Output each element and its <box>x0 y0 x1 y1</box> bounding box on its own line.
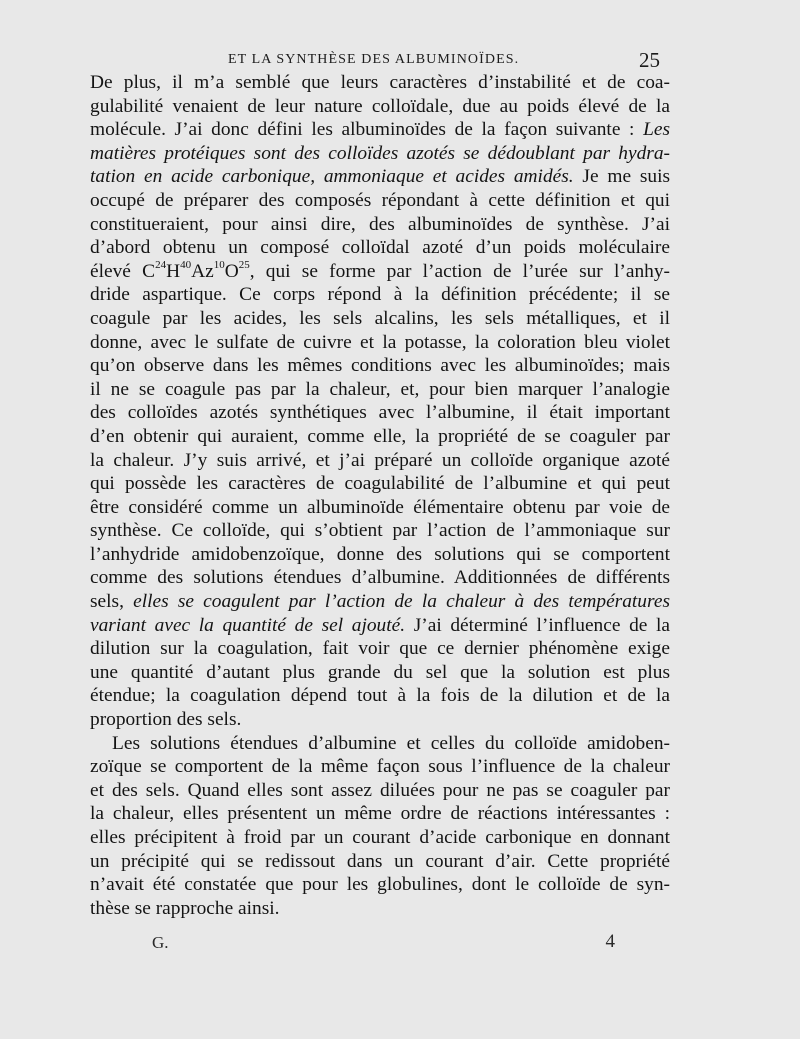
text-segment: donne, avec le sulfate de cuivre et la potasse, la coloration bleu violet <box>90 331 670 353</box>
text-segment: élevé C <box>90 260 156 282</box>
italic-text: matières protéiques sont des colloïdes azotés se dédoublant par hydra- <box>90 142 670 164</box>
superscript: 40 <box>180 259 192 272</box>
text-line <box>90 684 670 708</box>
text-line <box>90 614 670 638</box>
text-segment: d’abord obtenu un composé colloïdal azoté d’un poids moléculaire <box>90 237 670 259</box>
italic-text: variant avec la quantité de sel ajouté. <box>90 614 406 636</box>
text-segment: la chaleur, elles présentent un même ordre de réactions intéressantes : <box>90 803 670 825</box>
text-segment: être considéré comme un albuminoïde élémentaire obtenu par voie de <box>90 496 670 518</box>
text-line <box>90 496 670 520</box>
text-segment: Les solutions étendues d’albumine et celles du colloïde amidoben- <box>112 732 670 754</box>
text-segment: n’avait été constatée que pour les globulines, dont le colloïde de syn- <box>90 874 670 896</box>
text-segment: H <box>166 260 181 282</box>
text-line <box>90 307 670 331</box>
text-line <box>90 95 670 119</box>
text-line <box>90 283 670 307</box>
page-number: 25 <box>639 48 660 72</box>
text-line <box>90 826 670 850</box>
text-line <box>90 189 670 213</box>
superscript: 10 <box>213 259 225 272</box>
italic-text: tation en acide carbonique, ammoniaque et acides amidés. <box>90 166 574 188</box>
text-segment: Az <box>191 260 214 282</box>
body-text <box>90 71 670 920</box>
text-line <box>90 732 670 756</box>
text-line <box>90 354 670 378</box>
text-segment: des colloïdes azotés synthétiques avec l’albumine, il était important <box>90 402 670 424</box>
text-line <box>90 213 670 237</box>
text-line <box>90 566 670 590</box>
text-line <box>90 779 670 803</box>
text-line <box>90 897 670 921</box>
text-line <box>90 142 670 166</box>
text-line <box>90 118 670 142</box>
text-line <box>90 425 670 449</box>
text-segment: , qui se forme par l’action de l’urée sur l’anhy- <box>249 260 670 282</box>
italic-text: elles se coagulent par l’action de la chaleur à des températures <box>133 591 670 613</box>
text-line <box>90 331 670 355</box>
text-segment: Je me suis <box>573 166 671 188</box>
text-line <box>90 661 670 685</box>
text-segment: sels, <box>90 591 134 613</box>
text-segment: elles précipitent à froid par un courant d’acide carbonique en donnant <box>90 827 670 848</box>
text-segment: qui possède les caractères de coagulabilité de l’albumine et qui peut <box>90 473 670 495</box>
text-segment: dilution sur la coagulation, fait voir que ce dernier phénomène exige <box>90 638 670 660</box>
text-line <box>90 850 670 874</box>
text-line <box>90 802 670 826</box>
text-line <box>90 378 670 402</box>
italic-text: Les <box>643 119 670 141</box>
text-segment: un précipité qui se redissout dans un courant d’air. Cette propriété <box>90 850 670 872</box>
text-line <box>90 708 670 732</box>
text-segment: et des sels. Quand elles sont assez diluées pour ne pas se coaguler par <box>90 779 670 801</box>
text-segment: la chaleur. J’y suis arrivé, et j’ai préparé un colloïde organique azoté <box>90 449 670 471</box>
text-line <box>90 873 670 897</box>
text-line <box>90 755 670 779</box>
running-title: ET LA SYNTHÈSE DES ALBUMINOÏDES. <box>228 52 520 67</box>
text-segment: étendue; la coagulation dépend tout à la fois de la dilution et de la <box>90 685 670 707</box>
text-segment: molécule. J’ai donc défini les albuminoïdes de la façon suivante : <box>90 119 644 141</box>
superscript: 25 <box>238 259 250 272</box>
text-segment: thèse se rapproche ainsi. <box>90 897 280 919</box>
text-line <box>90 165 670 189</box>
signature-mark: G. <box>152 933 169 952</box>
text-line <box>90 71 670 95</box>
text-segment: synthèse. Ce colloïde, qui s’obtient par l’action de l’ammoniaque sur <box>90 520 670 542</box>
text-segment: dride aspartique. Ce corps répond à la définition précédente; il se <box>90 284 670 306</box>
sheet-number: 4 <box>605 931 615 952</box>
text-segment: il ne se coagule pas par la chaleur, et, pour bien marquer l’analogie <box>90 378 670 400</box>
text-segment: une quantité d’autant plus grande du sel que la solution est plus <box>90 661 670 683</box>
text-line <box>90 637 670 661</box>
text-segment: coagule par les acides, les sels alcalins, les sels métalliques, et il <box>90 307 670 329</box>
text-segment: O <box>224 260 239 282</box>
text-segment: constitueraient, pour ainsi dire, des albuminoïdes de synthèse. J’ai <box>90 213 670 235</box>
text-line <box>90 543 670 567</box>
superscript: 24 <box>155 259 167 272</box>
text-segment: comme des solutions étendues d’albumine. Additionnées de différents <box>90 567 670 589</box>
text-segment: l’anhydride amidobenzoïque, donne des solutions qui se comportent <box>90 543 670 565</box>
text-line <box>90 260 670 284</box>
text-segment: qu’on observe dans les mêmes conditions avec les albuminoïdes; mais <box>90 355 670 377</box>
text-segment: d’en obtenir qui auraient, comme elle, la propriété de se coaguler par <box>90 425 670 447</box>
text-line <box>90 590 670 614</box>
text-segment: occupé de préparer des composés répondant à cette définition et qui <box>90 189 670 211</box>
text-line <box>90 519 670 543</box>
text-line <box>90 449 670 473</box>
text-line <box>90 236 670 260</box>
text-segment: De plus, il m’a semblé que leurs caractères d’instabilité et de coa- <box>90 72 670 93</box>
text-segment: proportion des sels. <box>90 709 242 731</box>
text-line <box>90 472 670 496</box>
text-segment: J’ai déterminé l’influence de la <box>405 614 671 636</box>
page-footer <box>152 933 615 959</box>
text-segment: gulabilité venaient de leur nature colloïdale, due au poids élevé de la <box>90 95 670 117</box>
text-line <box>90 401 670 425</box>
text-segment: zoïque se comportent de la même façon sous l’influence de la chaleur <box>90 756 670 778</box>
